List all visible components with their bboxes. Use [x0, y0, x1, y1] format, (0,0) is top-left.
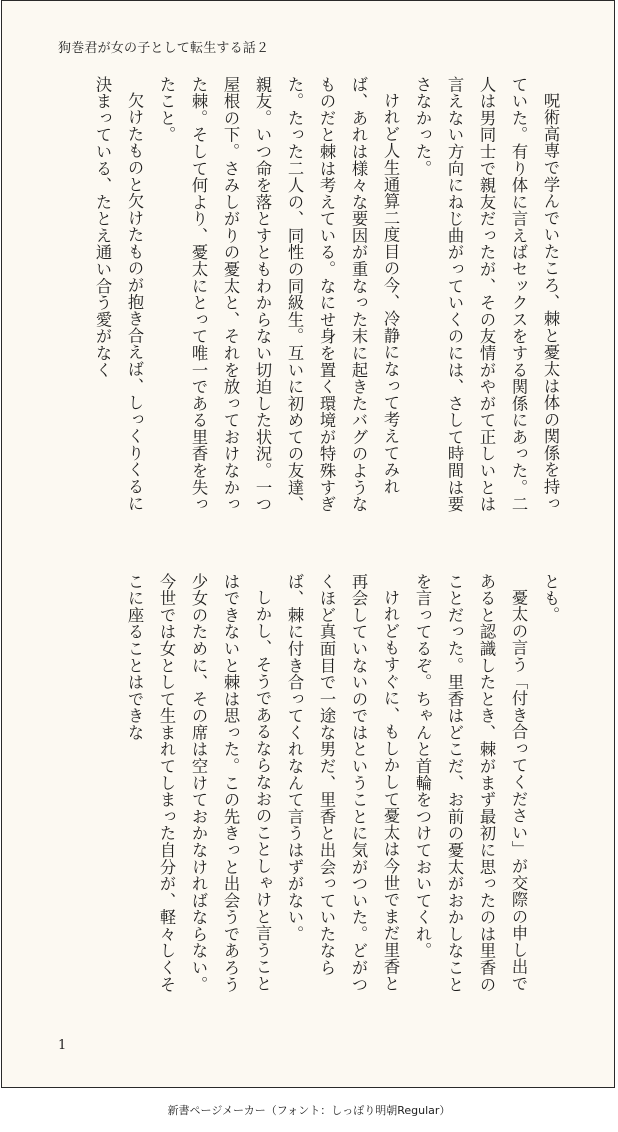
paragraph-continuation: とも。	[541, 573, 560, 624]
paragraph: 憂太の言う「付き合ってください」が交際の申し出であると認識したとき、棘がまず最初に思ったのは里香のことだった。里香はどこだ、お前の憂太がおかしなことを言ってるぞ。ちゃんと首輪をつけておいてくれ。	[413, 573, 528, 993]
paragraph: けれど人生通算二度目の今、冷静になって考えてみれば、あれは様々な要因が重なった末に起きたバグのようなものだと棘は考えている。なにせ身を置く環境が特殊すぎた。たった二人の、同性の同級生。互いに初めての友達、親友。いつ命を落とすともわからない切迫した状況。一つ屋根の下。さみしがりの憂太と、それを放っておけなかった棘。そして何より、憂太にとって唯一である里香を失ったこと。	[157, 76, 400, 513]
paragraph: しかし、そうであるならなおのことしゃけと言うことはできないと棘は思った。この先きっと出会うであろう少女のために、その席は空けておかなければならない。今世では女として生まれてしまった自分が、軽々しくそこに座ることはできな	[125, 573, 272, 993]
lower-text-block	[56, 573, 566, 993]
page-header-title: 狗巻君が女の子として転生する話２	[58, 41, 270, 56]
paragraph: 呪術高専で学んでいたころ、棘と憂太は体の関係を持っていた。有り体に言えばセックスをする関係にあった。二人は男同士で親友だったが、その友情がやがて正しいとは言えない方向にねじ曲がっていくのには、さして時間は要さなかった。	[413, 76, 560, 513]
paragraph: けれどもすぐに、もしかして憂太は今世でまだ里香と再会していないのではということに気がついた。どがつくほど真面目で一途な男だ、里香と出会っていたならば、棘に付き合ってくれなんて言うはずがない。	[285, 573, 400, 993]
novel-page	[1, 0, 615, 1088]
page-number: 1	[58, 1038, 67, 1053]
font-credit: 新書ページメーカー（フォント：しっぽり明朝Regular）	[167, 1104, 451, 1117]
upper-text-block	[56, 76, 566, 528]
paragraph: 欠けたものと欠けたものが抱き合えば、しっくりくるに決まっている、たとえ通い合う愛がなく	[93, 76, 144, 513]
